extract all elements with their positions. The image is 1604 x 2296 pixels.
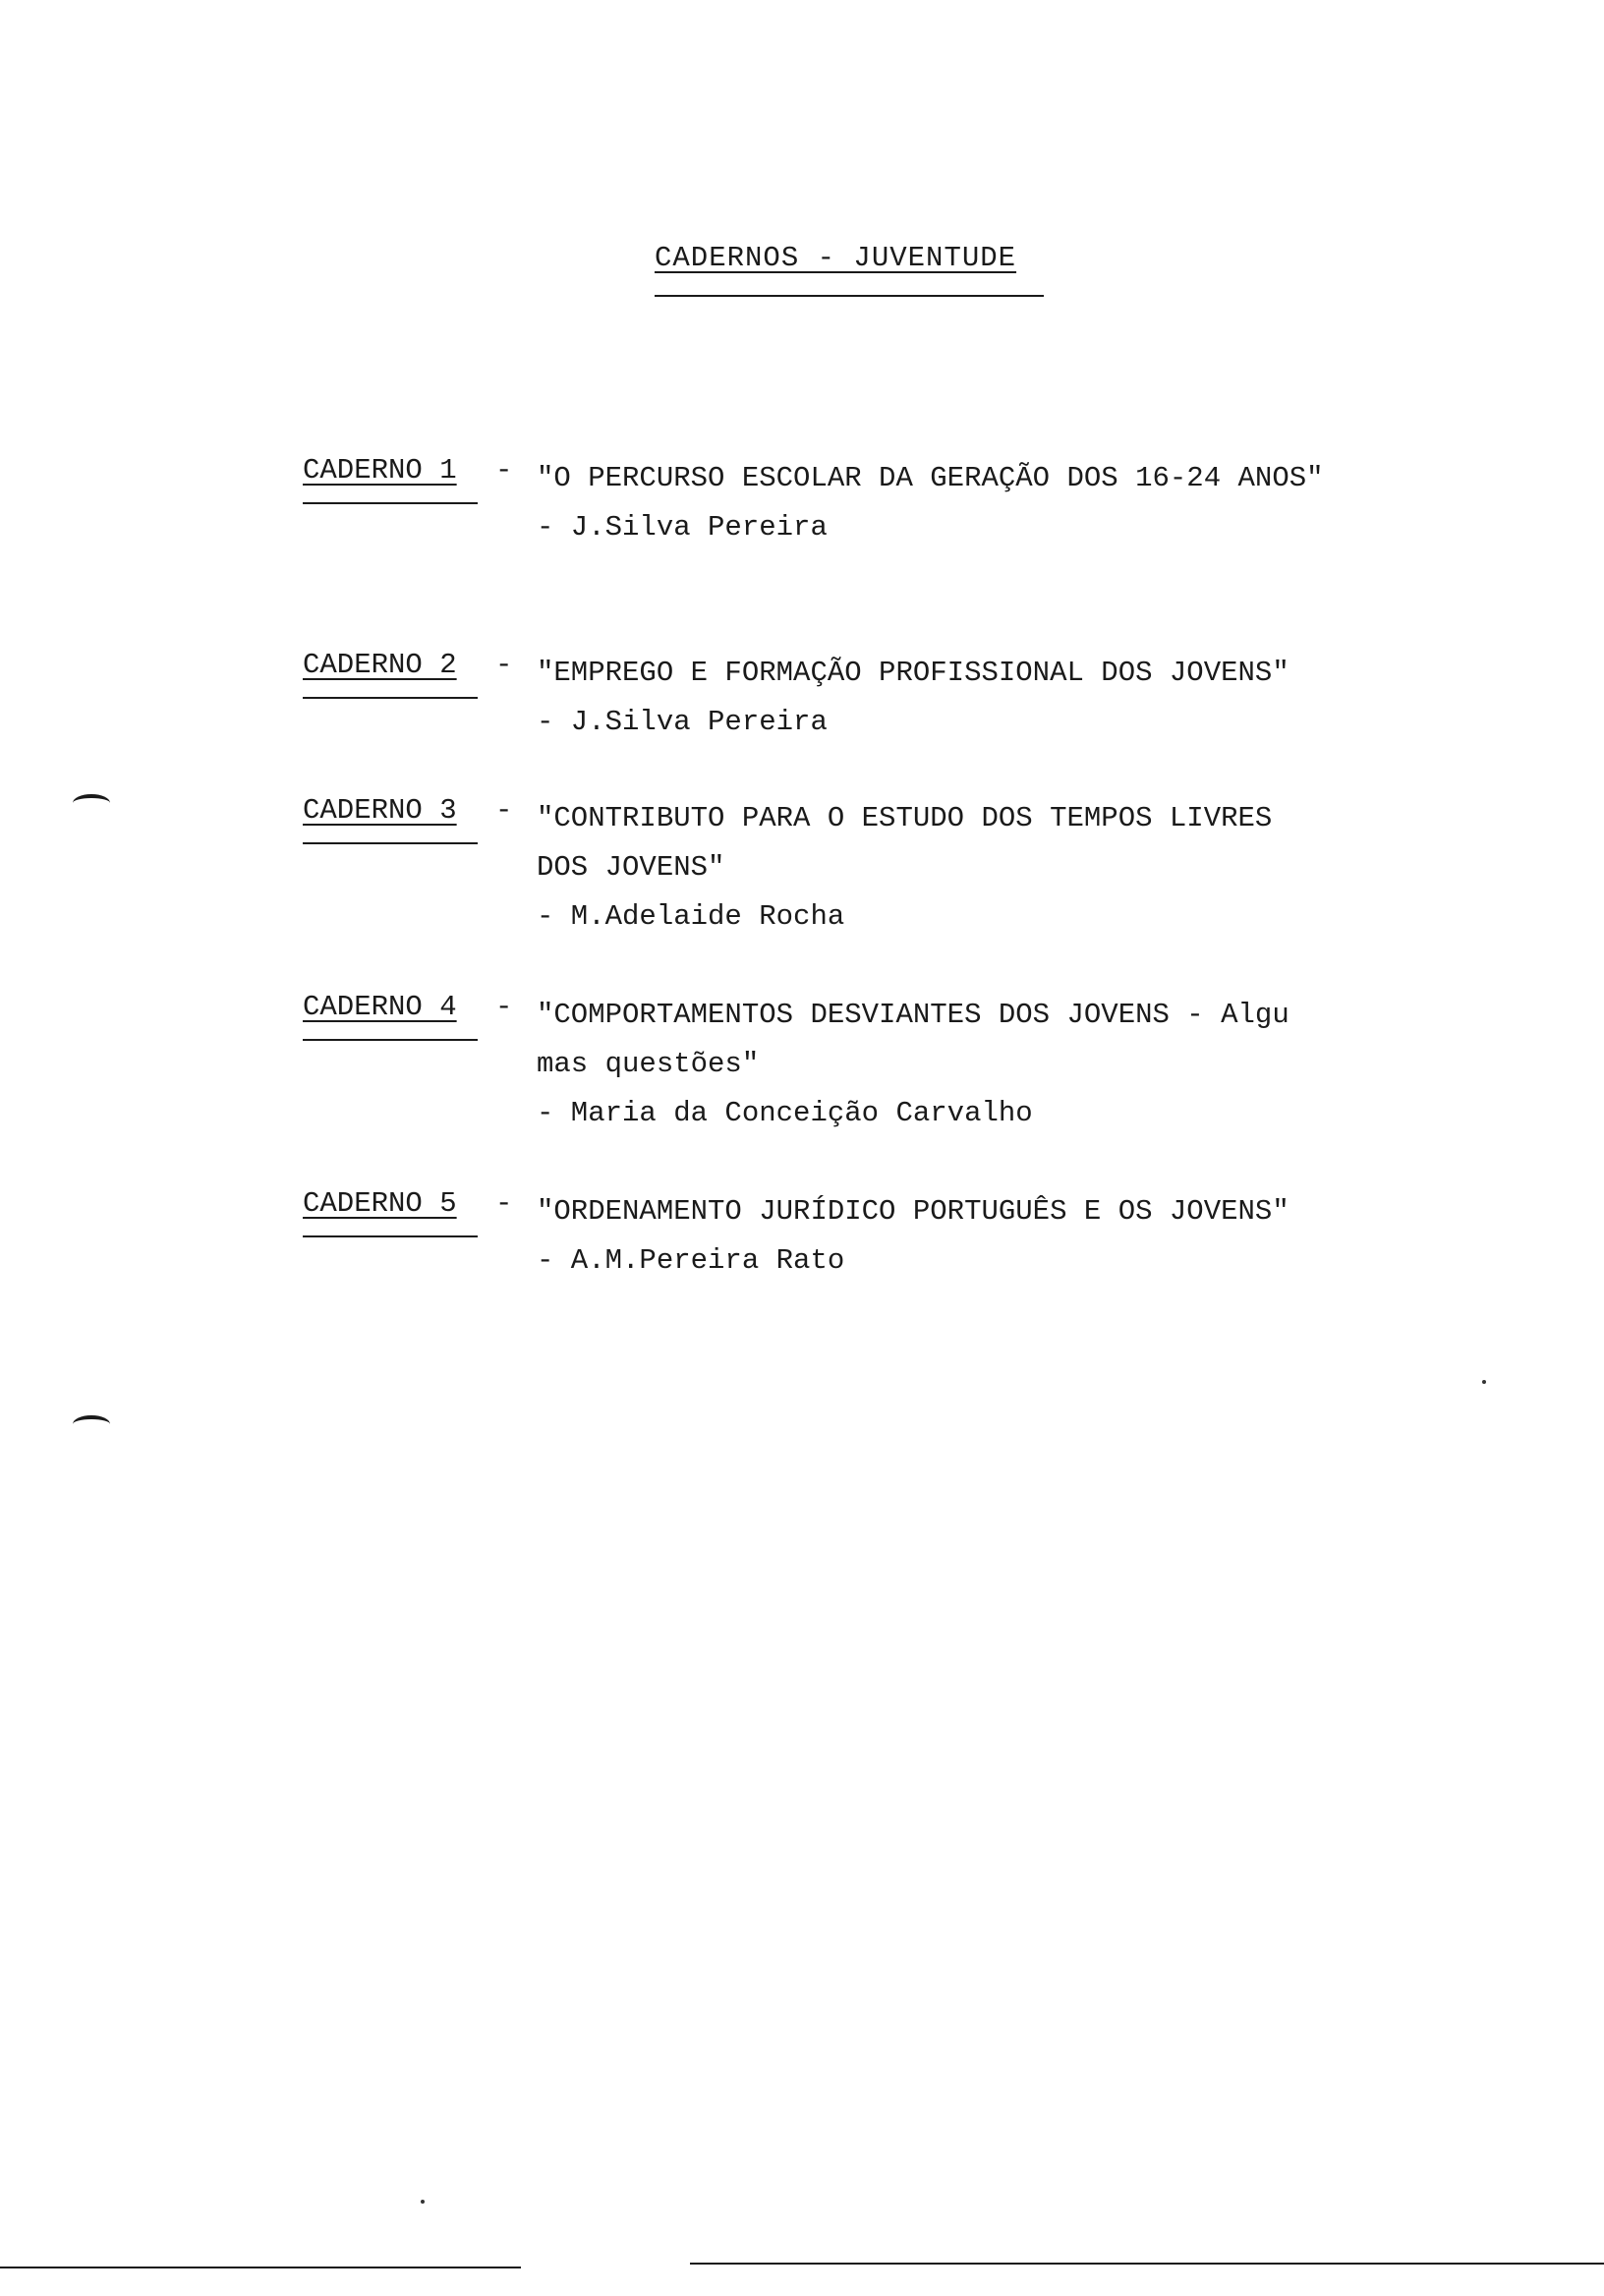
scan-speck	[1482, 1380, 1486, 1384]
entry-title-line: "EMPREGO E FORMAÇÃO PROFISSIONAL DOS JOVENS"	[537, 657, 1289, 689]
caderno-label: CADERNO 1	[303, 454, 457, 487]
entry-dash: -	[495, 454, 513, 487]
entry-dash: -	[495, 1187, 513, 1220]
label-double-underline	[303, 1039, 478, 1041]
caderno-entry-5	[303, 1187, 1433, 1295]
entry-text	[537, 454, 1324, 552]
entry-title-line: "ORDENAMENTO JURÍDICO PORTUGUÊS E OS JOVENS"	[537, 1195, 1289, 1228]
binder-hole-mark	[73, 1415, 110, 1433]
entry-text	[537, 794, 1272, 942]
entry-text	[537, 649, 1289, 747]
scan-speck	[421, 2200, 425, 2204]
entry-author-line: - J.Silva Pereira	[537, 511, 828, 544]
entry-text	[537, 991, 1289, 1138]
bottom-rule-left	[0, 2267, 521, 2268]
caderno-label: CADERNO 2	[303, 649, 457, 681]
bottom-rule-right	[690, 2263, 1604, 2265]
entry-title-line: DOS JOVENS"	[537, 851, 725, 884]
label-double-underline	[303, 842, 478, 844]
entry-title-line: "CONTRIBUTO PARA O ESTUDO DOS TEMPOS LIVRES	[537, 802, 1273, 834]
caderno-entry-2	[303, 649, 1433, 757]
label-double-underline	[303, 1235, 478, 1237]
entry-title-line: mas questões"	[537, 1048, 760, 1080]
entry-dash: -	[495, 794, 513, 827]
caderno-entry-3	[303, 794, 1433, 951]
entry-author-line: - J.Silva Pereira	[537, 706, 828, 738]
entry-title-line: "COMPORTAMENTOS DESVIANTES DOS JOVENS - Algu	[537, 999, 1289, 1031]
caderno-label: CADERNO 4	[303, 991, 457, 1023]
entry-dash: -	[495, 649, 513, 681]
entry-author-line: - Maria da Conceição Carvalho	[537, 1097, 1033, 1129]
binder-hole-mark	[73, 794, 110, 812]
label-double-underline	[303, 697, 478, 699]
label-double-underline	[303, 502, 478, 504]
entry-title-line: "O PERCURSO ESCOLAR DA GERAÇÃO DOS 16-24 ANOS"	[537, 462, 1324, 494]
title-double-underline	[655, 295, 1044, 297]
caderno-label: CADERNO 3	[303, 794, 457, 827]
caderno-entry-1	[303, 454, 1433, 562]
entry-text	[537, 1187, 1289, 1286]
entry-author-line: - A.M.Pereira Rato	[537, 1244, 845, 1277]
caderno-label: CADERNO 5	[303, 1187, 457, 1220]
caderno-entry-4	[303, 991, 1433, 1148]
entry-dash: -	[495, 991, 513, 1023]
page-title: CADERNOS - JUVENTUDE	[655, 242, 1017, 274]
entry-author-line: - M.Adelaide Rocha	[537, 900, 845, 933]
